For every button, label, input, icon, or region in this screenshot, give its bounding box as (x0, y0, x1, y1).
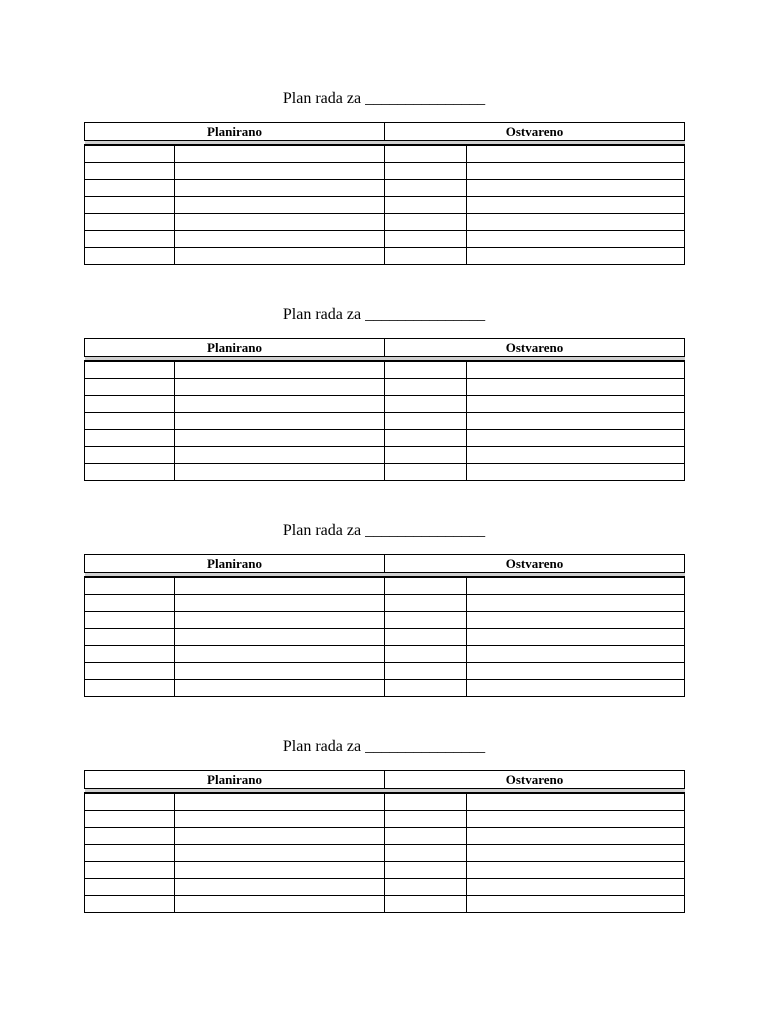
achieved-task-cell[interactable] (467, 646, 685, 663)
achieved-date-cell[interactable] (385, 180, 467, 197)
table-row (85, 447, 685, 464)
table-row (85, 231, 685, 248)
achieved-task-cell[interactable] (467, 629, 685, 646)
planned-task-cell[interactable] (175, 646, 385, 663)
table-row (85, 680, 685, 697)
achieved-date-cell[interactable] (385, 845, 467, 862)
planned-task-cell[interactable] (175, 145, 385, 163)
table-row (85, 793, 685, 811)
planned-date-cell[interactable] (85, 197, 175, 214)
achieved-header: Ostvareno (385, 339, 685, 357)
achieved-date-cell[interactable] (385, 214, 467, 231)
planned-date-cell[interactable] (85, 396, 175, 413)
planned-task-cell[interactable] (175, 793, 385, 811)
planned-date-cell[interactable] (85, 413, 175, 430)
planned-date-cell[interactable] (85, 145, 175, 163)
achieved-task-cell[interactable] (467, 248, 685, 265)
achieved-task-cell[interactable] (467, 430, 685, 447)
achieved-task-cell[interactable] (467, 361, 685, 379)
planned-date-cell[interactable] (85, 828, 175, 845)
planned-task-cell[interactable] (175, 595, 385, 612)
planned-task-cell[interactable] (175, 361, 385, 379)
achieved-task-cell[interactable] (467, 163, 685, 180)
achieved-date-cell[interactable] (385, 577, 467, 595)
achieved-task-cell[interactable] (467, 379, 685, 396)
achieved-date-cell[interactable] (385, 447, 467, 464)
achieved-task-cell[interactable] (467, 595, 685, 612)
planned-task-cell[interactable] (175, 577, 385, 595)
planned-date-cell[interactable] (85, 447, 175, 464)
table-row (85, 845, 685, 862)
planned-task-cell[interactable] (175, 197, 385, 214)
achieved-date-cell[interactable] (385, 862, 467, 879)
table-row (85, 879, 685, 896)
table-row (85, 430, 685, 447)
table-row (85, 163, 685, 180)
planned-date-cell[interactable] (85, 811, 175, 828)
table-row (85, 413, 685, 430)
planned-task-cell[interactable] (175, 663, 385, 680)
table-row (85, 396, 685, 413)
achieved-date-cell[interactable] (385, 197, 467, 214)
planned-task-cell[interactable] (175, 612, 385, 629)
table-row (85, 361, 685, 379)
planned-task-cell[interactable] (175, 629, 385, 646)
table-row (85, 629, 685, 646)
table-body (85, 145, 685, 265)
achieved-task-cell[interactable] (467, 447, 685, 464)
table-row (85, 248, 685, 265)
achieved-task-cell[interactable] (467, 879, 685, 896)
table-row (85, 862, 685, 879)
planned-date-cell[interactable] (85, 612, 175, 629)
planned-date-cell[interactable] (85, 663, 175, 680)
achieved-header: Ostvareno (385, 555, 685, 573)
achieved-date-cell[interactable] (385, 646, 467, 663)
achieved-date-cell[interactable] (385, 361, 467, 379)
achieved-date-cell[interactable] (385, 793, 467, 811)
planned-task-cell[interactable] (175, 379, 385, 396)
table-row (85, 379, 685, 396)
achieved-date-cell[interactable] (385, 680, 467, 697)
planned-task-cell[interactable] (175, 845, 385, 862)
table-row (85, 180, 685, 197)
table-row (85, 577, 685, 595)
achieved-date-cell[interactable] (385, 811, 467, 828)
planned-header: Planirano (85, 771, 385, 789)
achieved-task-cell[interactable] (467, 862, 685, 879)
achieved-date-cell[interactable] (385, 612, 467, 629)
planned-date-cell[interactable] (85, 896, 175, 913)
achieved-task-cell[interactable] (467, 680, 685, 697)
plan-title: Plan rada za _______________ (282, 90, 486, 107)
achieved-header: Ostvareno (385, 771, 685, 789)
table-row (85, 663, 685, 680)
planned-date-cell[interactable] (85, 680, 175, 697)
planned-task-cell[interactable] (175, 430, 385, 447)
achieved-date-cell[interactable] (385, 396, 467, 413)
planned-date-cell[interactable] (85, 430, 175, 447)
achieved-date-cell[interactable] (385, 430, 467, 447)
achieved-task-cell[interactable] (467, 793, 685, 811)
table-row (85, 828, 685, 845)
achieved-task-cell[interactable] (467, 663, 685, 680)
table-row (85, 646, 685, 663)
planned-date-cell[interactable] (85, 845, 175, 862)
table-row (85, 145, 685, 163)
planned-date-cell[interactable] (85, 577, 175, 595)
plan-table (84, 770, 685, 913)
achieved-task-cell[interactable] (467, 180, 685, 197)
achieved-date-cell[interactable] (385, 145, 467, 163)
achieved-task-cell[interactable] (467, 464, 685, 481)
planned-date-cell[interactable] (85, 214, 175, 231)
table-body (85, 793, 685, 913)
plan-table (84, 338, 685, 481)
plan-table (84, 122, 685, 265)
planned-task-cell[interactable] (175, 828, 385, 845)
achieved-task-cell[interactable] (467, 577, 685, 595)
planned-task-cell[interactable] (175, 896, 385, 913)
achieved-task-cell[interactable] (467, 828, 685, 845)
achieved-date-cell[interactable] (385, 413, 467, 430)
table-row (85, 612, 685, 629)
achieved-task-cell[interactable] (467, 413, 685, 430)
planned-date-cell[interactable] (85, 248, 175, 265)
planned-task-cell[interactable] (175, 879, 385, 896)
achieved-task-cell[interactable] (467, 845, 685, 862)
achieved-task-cell[interactable] (467, 197, 685, 214)
planned-header: Planirano (85, 123, 385, 141)
achieved-task-cell[interactable] (467, 145, 685, 163)
achieved-date-cell[interactable] (385, 663, 467, 680)
planned-date-cell[interactable] (85, 231, 175, 248)
planned-task-cell[interactable] (175, 163, 385, 180)
achieved-date-cell[interactable] (385, 379, 467, 396)
achieved-date-cell[interactable] (385, 595, 467, 612)
table-row (85, 214, 685, 231)
planned-task-cell[interactable] (175, 464, 385, 481)
planned-date-cell[interactable] (85, 629, 175, 646)
achieved-date-cell[interactable] (385, 629, 467, 646)
achieved-task-cell[interactable] (467, 896, 685, 913)
planned-task-cell[interactable] (175, 214, 385, 231)
planned-date-cell[interactable] (85, 646, 175, 663)
planned-header: Planirano (85, 339, 385, 357)
table-row (85, 595, 685, 612)
planned-task-cell[interactable] (175, 180, 385, 197)
achieved-date-cell[interactable] (385, 163, 467, 180)
achieved-date-cell[interactable] (385, 828, 467, 845)
achieved-date-cell[interactable] (385, 248, 467, 265)
planned-date-cell[interactable] (85, 879, 175, 896)
table-row (85, 811, 685, 828)
achieved-task-cell[interactable] (467, 811, 685, 828)
achieved-header: Ostvareno (385, 123, 685, 141)
plan-title: Plan rada za _______________ (282, 306, 486, 323)
achieved-task-cell[interactable] (467, 396, 685, 413)
achieved-task-cell[interactable] (467, 612, 685, 629)
planned-date-cell[interactable] (85, 361, 175, 379)
planned-task-cell[interactable] (175, 231, 385, 248)
planned-date-cell[interactable] (85, 793, 175, 811)
plan-title: Plan rada za _______________ (282, 738, 486, 755)
planned-task-cell[interactable] (175, 396, 385, 413)
achieved-task-cell[interactable] (467, 231, 685, 248)
planned-date-cell[interactable] (85, 379, 175, 396)
plan-title: Plan rada za _______________ (282, 522, 486, 539)
achieved-date-cell[interactable] (385, 879, 467, 896)
achieved-task-cell[interactable] (467, 214, 685, 231)
table-row (85, 464, 685, 481)
table-row (85, 197, 685, 214)
planned-task-cell[interactable] (175, 680, 385, 697)
planned-task-cell[interactable] (175, 248, 385, 265)
planned-task-cell[interactable] (175, 862, 385, 879)
planned-task-cell[interactable] (175, 447, 385, 464)
achieved-date-cell[interactable] (385, 231, 467, 248)
table-row (85, 896, 685, 913)
planned-date-cell[interactable] (85, 163, 175, 180)
planned-date-cell[interactable] (85, 180, 175, 197)
planned-date-cell[interactable] (85, 595, 175, 612)
achieved-date-cell[interactable] (385, 896, 467, 913)
planned-task-cell[interactable] (175, 413, 385, 430)
planned-header: Planirano (85, 555, 385, 573)
table-body (85, 577, 685, 697)
planned-date-cell[interactable] (85, 862, 175, 879)
planned-date-cell[interactable] (85, 464, 175, 481)
table-body (85, 361, 685, 481)
plan-table (84, 554, 685, 697)
planned-task-cell[interactable] (175, 811, 385, 828)
achieved-date-cell[interactable] (385, 464, 467, 481)
